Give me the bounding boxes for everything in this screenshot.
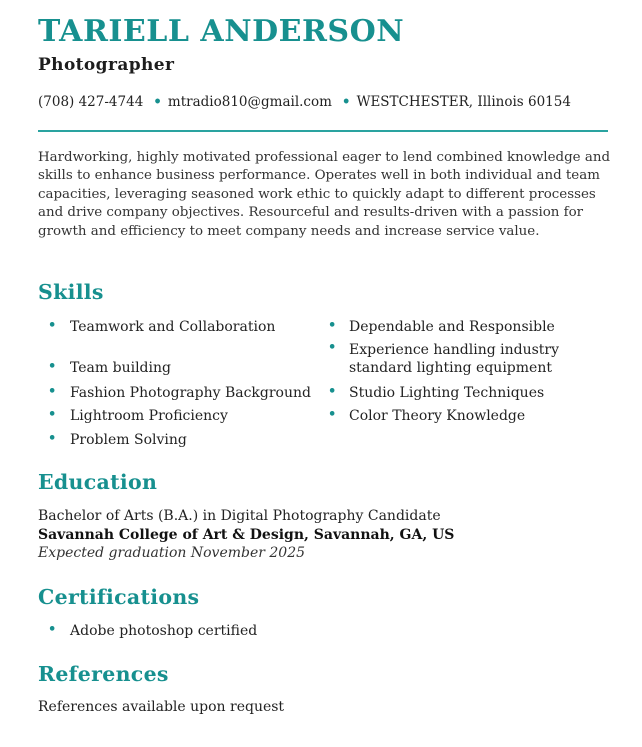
bullet-icon: • — [48, 318, 57, 333]
bullet-icon: • — [48, 431, 57, 446]
certification-item: Adobe photoshop certified — [70, 623, 258, 639]
location: WESTCHESTER, Illinois 60154 — [356, 94, 571, 110]
education-school: Savannah College of Art & Design — [38, 527, 305, 543]
contact-line — [38, 94, 571, 110]
education-school-location: , Savannah, GA, US — [304, 527, 455, 543]
education-degree: Bachelor of Arts (B.A.) in Digital Photography Candidate — [38, 508, 441, 524]
bullet-icon: • — [48, 384, 57, 399]
header-divider — [38, 130, 608, 132]
skills-heading: Skills — [38, 280, 104, 304]
certifications-heading: Certifications — [38, 585, 200, 609]
candidate-name: TARIELL ANDERSON — [38, 14, 405, 49]
bullet-icon: • — [328, 384, 337, 399]
bullet-icon: • — [328, 340, 337, 355]
job-title: Photographer — [38, 55, 175, 75]
phone-number: (708) 427-4744 — [38, 94, 144, 110]
bullet-icon: • — [328, 318, 337, 333]
bullet-icon: • — [48, 622, 57, 637]
bullet-icon: • — [328, 407, 337, 422]
education-school-line — [38, 527, 454, 543]
references-heading: References — [38, 662, 169, 686]
email-address: mtradio810@gmail.com — [167, 94, 332, 110]
separator-dot: • — [153, 94, 162, 110]
education-graduation: Expected graduation November 2025 — [38, 545, 306, 561]
professional-summary: Hardworking, highly motivated professional eager to lend combined knowledge and skills to enhance business performance. Operates well in both individual and team capacities, leveraging seasoned work ethic to quickly adapt to different processes and drive company objectives. Resourceful and results-driven with a passion for growth and efficiency to meet company needs and increase service value. — [38, 150, 611, 239]
separator-dot: • — [341, 94, 351, 110]
bullet-icon: • — [48, 407, 57, 422]
education-heading: Education — [38, 470, 158, 494]
bullet-icon: • — [48, 359, 57, 374]
references-text: References available upon request — [38, 699, 285, 715]
